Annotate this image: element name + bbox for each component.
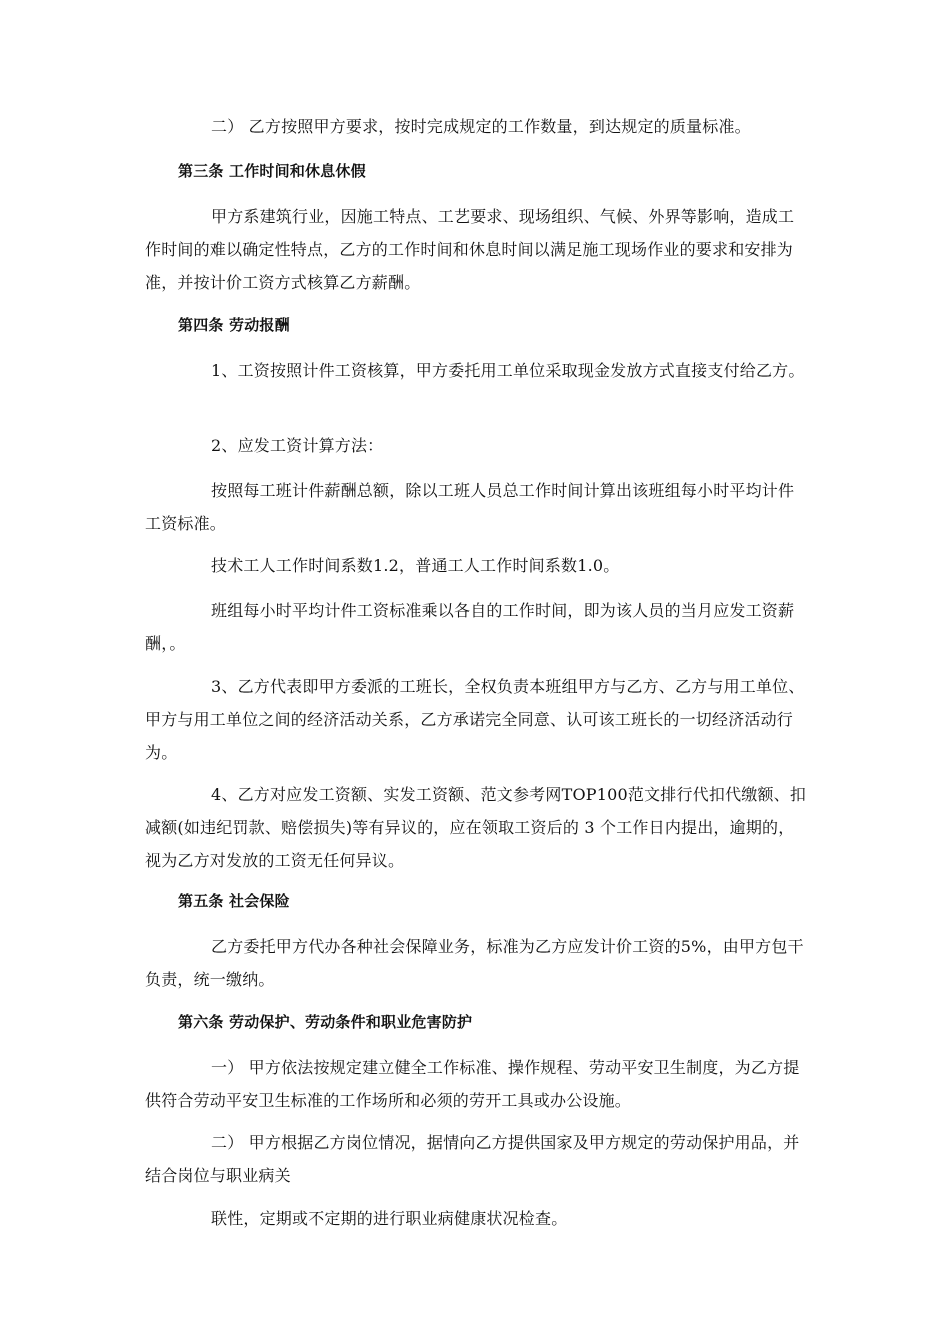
heading-article-3: 第三条 工作时间和休息休假 (178, 162, 366, 180)
paragraph-article-6-item-2-continued: 联性，定期或不定期的进行职业病健康状况检查。 (211, 1209, 568, 1228)
paragraph-article-4-item-2: 2、应发工资计算方法： (211, 436, 384, 455)
paragraph-article-6-item-1: 一） 甲方依法按规定建立健全工作标准、操作规程、劳动平安卫生制度，为乙方提供符合劳动平安卫生标准的工作场所和必须的劳开工具或办公设施。 (145, 1058, 800, 1110)
paragraph-article-4-item-2a: 按照每工班计件薪酬总额，除以工班人员总工作时间计算出该班组每小时平均计件工资标准。 (145, 481, 795, 533)
paragraph-article-3: 甲方系建筑行业，因施工特点、工艺要求、现场组织、气候、外界等影响，造成工作时间的难以确定性特点，乙方的工作时间和休息时间以满足施工现场作业的要求和安排为准，并按计价工资方式核算乙方薪酬。 (145, 207, 795, 292)
paragraph-quality-standard: 二） 乙方按照甲方要求，按时完成规定的工作数量，到达规定的质量标准。 (211, 117, 751, 136)
paragraph-article-6-item-2: 二） 甲方根据乙方岗位情况，据情向乙方提供国家及甲方规定的劳动保护用品，并结合岗位与职业病关 (145, 1133, 800, 1185)
paragraph-article-4-item-2c: 班组每小时平均计件工资标准乘以各自的工作时间，即为该人员的当月应发工资薪酬，。 (145, 601, 795, 653)
paragraph-article-4-item-2b: 技术工人工作时间系数1.2，普通工人工作时间系数1.0。 (211, 556, 620, 575)
heading-article-4: 第四条 劳动报酬 (178, 316, 290, 334)
paragraph-article-4-item-1: 1、工资按照计件工资核算，甲方委托用工单位采取现金发放方式直接支付给乙方。 (211, 361, 805, 380)
paragraph-article-5: 乙方委托甲方代办各种社会保障业务，标准为乙方应发计价工资的5%，由甲方包干负责，统一缴纳。 (145, 937, 804, 989)
heading-article-5: 第五条 社会保险 (178, 892, 290, 910)
paragraph-article-4-item-4: 4、乙方对应发工资额、实发工资额、范文参考网TOP100范文排行代扣代缴额、扣减额(如违纪罚款、赔偿损失)等有异议的，应在领取工资后的 3 个工作日内提出，逾期的，视为乙方对发放的工资无任何异议。 (145, 785, 807, 870)
paragraph-article-4-item-3: 3、乙方代表即甲方委派的工班长，全权负责本班组甲方与乙方、乙方与用工单位、甲方与用工单位之间的经济活动关系，乙方承诺完全同意、认可该工班长的一切经济活动行为。 (145, 677, 805, 762)
heading-article-6: 第六条 劳动保护、劳动条件和职业危害防护 (178, 1013, 473, 1031)
